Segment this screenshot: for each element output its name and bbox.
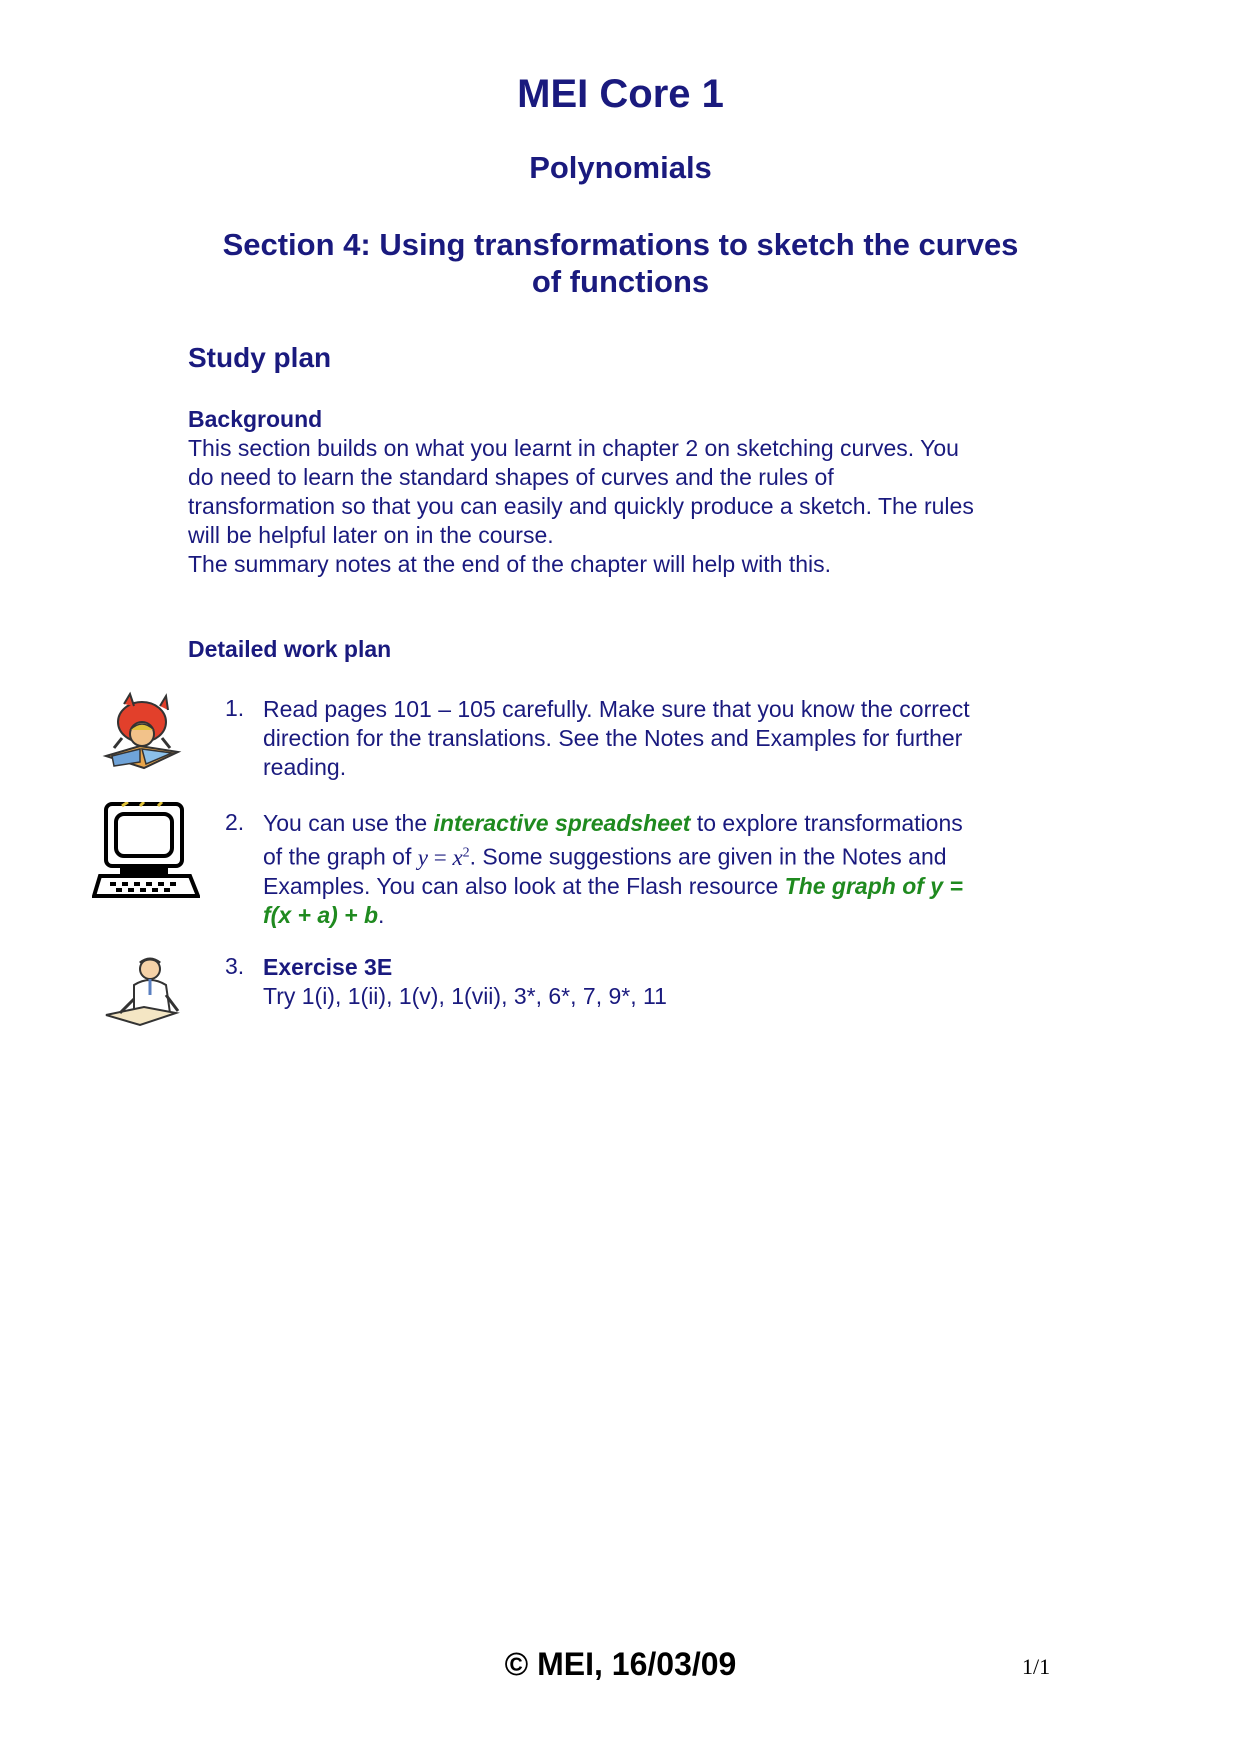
background-line: transformation so that you can easily and quickly produce a sketch. The rules	[188, 493, 974, 519]
item-line: of the graph of $y = x^2$. Some suggestions are given in the Notes and	[263, 843, 947, 870]
footer-copyright: © MEI, 16/03/09	[504, 1646, 737, 1682]
background-line: do need to learn the standard shapes of curves and the rules of	[188, 464, 834, 490]
background-heading: Background	[188, 406, 323, 432]
item-line: Read pages 101 – 105 carefully. Make sure that you know the correct	[263, 696, 970, 722]
interactive-spreadsheet-link[interactable]: interactive spreadsheet	[433, 810, 691, 836]
flash-resource-link[interactable]: The graph of y =	[784, 872, 963, 899]
writing-person-icon	[104, 955, 190, 1027]
background-line: will be helpful later on in the course.	[188, 522, 554, 548]
section-title-line-1: Section 4: Using transformations to sketch the curves	[222, 227, 1019, 262]
background-line: This section builds on what you learnt in chapter 2 on sketching curves. You	[188, 435, 959, 461]
exercise-detail: Try 1(i), 1(ii), 1(v), 1(vii), 3*, 6*, 7, 9*, 11	[263, 983, 667, 1009]
document-title: MEI Core 1	[517, 72, 724, 116]
list-number: 3.	[225, 953, 245, 979]
background-line: The summary notes at the end of the chapter will help with this.	[188, 551, 832, 577]
work-plan-item-2	[263, 809, 963, 930]
page-number: 1/1	[1022, 1654, 1051, 1679]
item-line: f(x + a) + b.	[263, 901, 385, 928]
item-line: Examples. You can also look at the Flash resource The graph of y =	[263, 872, 963, 899]
detailed-work-plan-heading: Detailed work plan	[188, 636, 392, 662]
computer-icon	[92, 802, 200, 900]
item-line: direction for the translations. See the Notes and Examples for further	[263, 725, 963, 751]
section-title-line-2: of functions	[531, 264, 710, 299]
exercise-title: Exercise 3E	[263, 954, 393, 980]
flash-resource-link-continued[interactable]: f(x + a) + b	[263, 901, 379, 928]
item-line: reading.	[263, 754, 347, 780]
background-paragraph	[188, 434, 974, 579]
work-plan-item-1	[263, 695, 970, 782]
work-plan-item-3	[263, 953, 667, 1011]
study-plan-heading: Study plan	[188, 342, 332, 373]
document-subtitle: Polynomials	[529, 150, 712, 185]
item-line: You can use the interactive spreadsheet to explore transformations	[263, 810, 963, 836]
reading-student-icon	[100, 690, 184, 774]
list-number: 2.	[225, 809, 245, 835]
math-expression: $y = x^2$	[417, 844, 470, 870]
list-number: 1.	[225, 695, 245, 721]
